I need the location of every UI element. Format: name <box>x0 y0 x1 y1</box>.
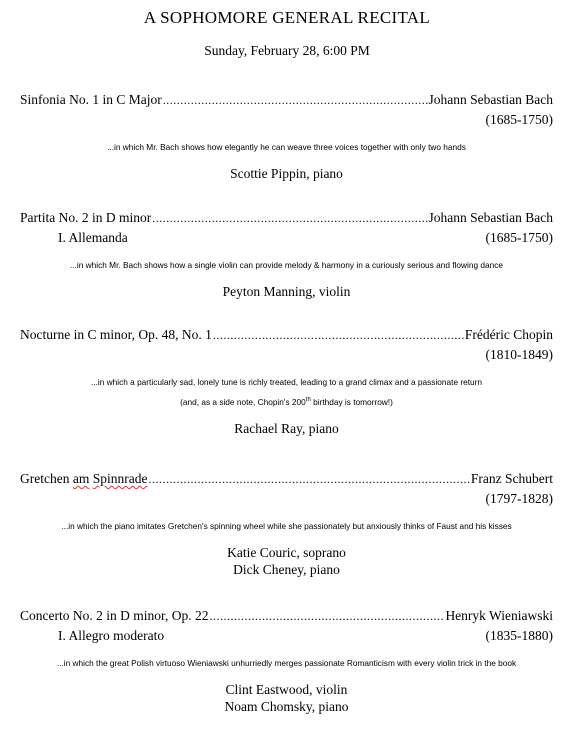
composer-dates: (1835-1880) <box>485 628 553 643</box>
dot-leader <box>209 607 444 626</box>
program-title: A SOPHOMORE GENERAL RECITAL <box>143 8 431 27</box>
program-item <box>20 606 553 715</box>
dot-leader <box>152 209 427 228</box>
dot-leader <box>148 470 469 489</box>
movement: I. Allegro moderato <box>58 628 165 643</box>
spellcheck-word: am <box>72 471 90 486</box>
performer: Dick Cheney, piano <box>233 562 340 577</box>
movement <box>20 489 58 508</box>
performer: Clint Eastwood, violin <box>225 682 348 697</box>
composer-name: Johann Sebastian Bach <box>428 92 553 107</box>
side-note-text-end: birthday is tomorrow!) <box>310 397 393 407</box>
work-title: Nocturne in C minor, Op. 48, No. 1 <box>20 327 212 342</box>
work-title-part: Gretchen <box>20 471 73 486</box>
movement: I. Allemanda <box>58 230 128 245</box>
work-title: Sinfonia No. 1 in C Major <box>20 92 162 107</box>
dates-line <box>20 110 553 129</box>
performer: Rachael Ray, piano <box>234 421 339 436</box>
dot-leader <box>163 91 428 110</box>
program-note: ...in which Mr. Bach shows how a single violin can provide melody & harmony in a curiously serious and flowing dance <box>69 260 504 270</box>
composer-dates: (1685-1750) <box>485 112 553 127</box>
program-item <box>20 325 553 437</box>
work-title: Partita No. 2 in D minor <box>20 210 152 225</box>
work-line <box>20 208 553 228</box>
dates-line <box>20 345 553 364</box>
program-note: ...in which the great Polish virtuoso Wieniawski unhurriedly merges passionate Romanticism with every violin trick in the book <box>56 658 517 668</box>
composer-dates: (1685-1750) <box>485 230 553 245</box>
program-note: ...in which Mr. Bach shows how elegantly he can weave three voices together with only two hands <box>107 142 466 152</box>
work-line <box>20 606 553 626</box>
program-note: ...in which a particularly sad, lonely tune is richly treated, leading to a grand climax and a passionate return <box>90 377 483 387</box>
performer: Katie Couric, soprano <box>227 545 346 560</box>
work-line <box>20 90 553 110</box>
program-item <box>20 469 553 578</box>
movement <box>20 110 58 129</box>
work-line <box>20 325 553 345</box>
ordinal-suffix: th <box>305 397 311 404</box>
composer-dates: (1797-1828) <box>485 491 553 506</box>
composer-name: Frédéric Chopin <box>464 327 553 342</box>
program-side-note <box>20 397 553 407</box>
program-item <box>20 90 553 182</box>
dates-line <box>20 489 553 508</box>
composer-name: Franz Schubert <box>470 471 553 486</box>
composer-name: Johann Sebastian Bach <box>428 210 553 225</box>
composer-dates: (1810-1849) <box>485 347 553 362</box>
side-note-text: (and, as a side note, Chopin's 200 <box>180 397 306 407</box>
program-date: Sunday, February 28, 6:00 PM <box>204 43 370 58</box>
dates-line <box>20 228 553 247</box>
dates-line <box>20 626 553 645</box>
performer: Noam Chomsky, piano <box>224 699 349 714</box>
work-line <box>20 469 553 489</box>
work-title: Concerto No. 2 in D minor, Op. 22 <box>20 608 209 623</box>
spellcheck-word: Spinnrade <box>92 471 148 486</box>
movement <box>20 345 58 364</box>
performer: Peyton Manning, violin <box>222 284 351 299</box>
performer: Scottie Pippin, piano <box>230 166 343 181</box>
dot-leader <box>213 326 464 345</box>
program-note: ...in which the piano imitates Gretchen's spinning wheel while she passionately but anxiously thinks of Faust and his kisses <box>61 521 512 531</box>
program-item <box>20 208 553 300</box>
work-title <box>20 469 147 488</box>
composer-name: Henryk Wieniawski <box>445 608 553 623</box>
